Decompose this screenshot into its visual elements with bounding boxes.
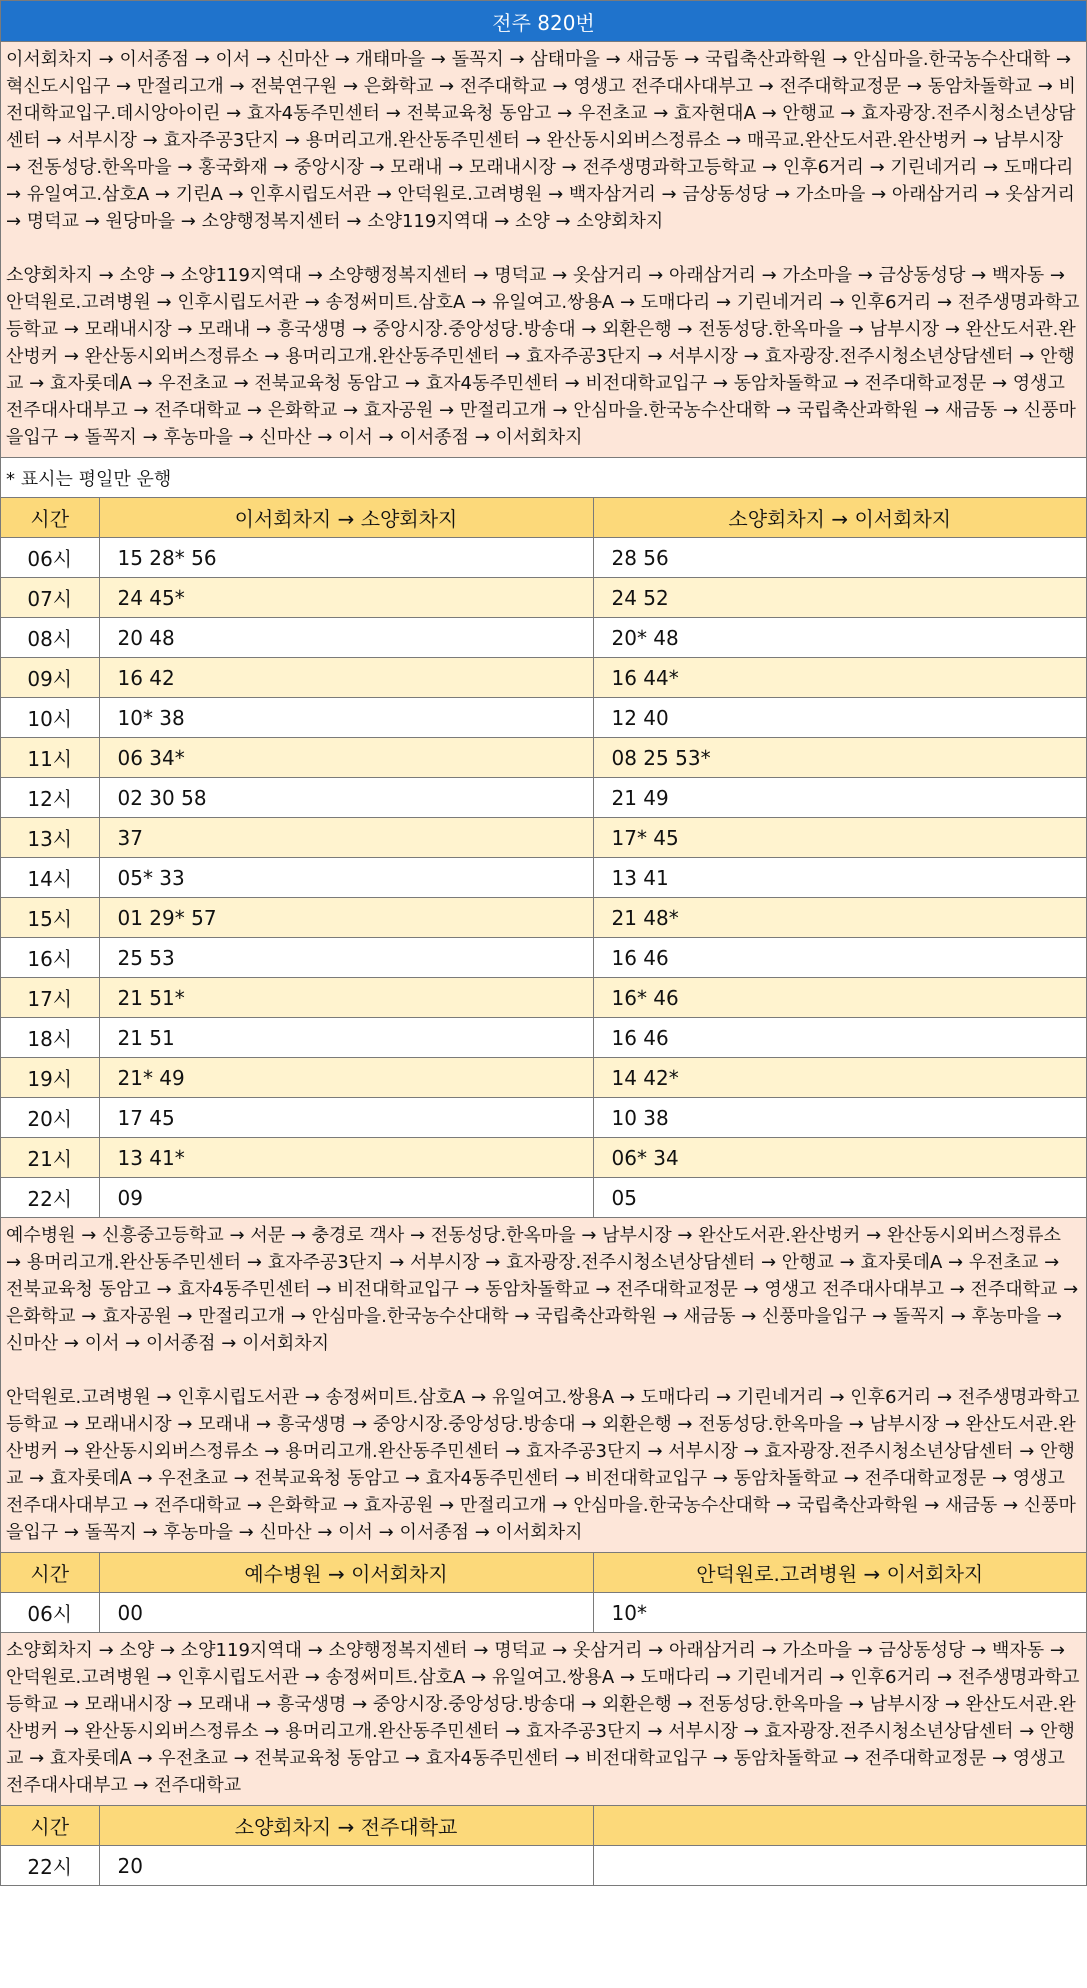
departure-times-cell: 10 38 bbox=[593, 1098, 1086, 1138]
table-row bbox=[1, 938, 1086, 978]
hour-cell: 22시 bbox=[1, 1846, 99, 1886]
table-row bbox=[1, 858, 1086, 898]
departure-times-cell: 16 44* bbox=[593, 658, 1086, 698]
header-outbound: 이서회차지 → 소양회차지 bbox=[99, 498, 593, 538]
departure-times-cell: 24 45* bbox=[99, 578, 593, 618]
extra-timetable bbox=[1, 1552, 1086, 1632]
header-inbound: 소양회차지 → 이서회차지 bbox=[593, 498, 1086, 538]
departure-times-cell: 06* 34 bbox=[593, 1138, 1086, 1178]
departure-times-cell: 21 48* bbox=[593, 898, 1086, 938]
hour-cell: 11시 bbox=[1, 738, 99, 778]
main-route-description bbox=[1, 41, 1086, 457]
hour-cell: 22시 bbox=[1, 1178, 99, 1218]
departure-times-cell: 13 41 bbox=[593, 858, 1086, 898]
departure-times-cell: 05 bbox=[593, 1178, 1086, 1218]
table-row bbox=[1, 1178, 1086, 1218]
departure-times-cell: 25 53 bbox=[99, 938, 593, 978]
header-anduk: 안덕원로.고려병원 → 이서회차지 bbox=[593, 1553, 1086, 1593]
route-yesu: 예수병원 → 신흥중고등학교 → 서문 → 충경로 객사 → 전동성당.한옥마을 → 남부시장 → 완산도서관.완산벙커 → 완산동시외버스정류소 → 용머리고개.완산동주민센터 → 효자주공3단지 → 서부시장 → 효자광장.전주시청소년상담센터 → 안행교 → 효자롯데A → 우전초교 → 전북교육청 동암고 → 효자4동주민센터 → 비전대학교입구 → 동암차돌학교 → 전주대학교정문 → 영생고 전주대사대부고 → 전주대학교 → 은화학교 → 효자공원 → 만절리고개 → 안심마을.한국농수산대학 → 국립축산과학원 → 새금동 → 신풍마을입구 → 돌꼭지 → 후농마을 → 신마산 → 이서 → 이서종점 → 이서회차지 bbox=[6, 1225, 1079, 1354]
table-row bbox=[1, 978, 1086, 1018]
departure-times-cell: 06 34* bbox=[99, 738, 593, 778]
departure-times-cell: 15 28* 56 bbox=[99, 538, 593, 578]
hour-cell: 10시 bbox=[1, 698, 99, 738]
extra-timetable-header bbox=[1, 1553, 1086, 1593]
departure-times-cell: 16 46 bbox=[593, 938, 1086, 978]
main-timetable-header bbox=[1, 498, 1086, 538]
table-row bbox=[1, 1138, 1086, 1178]
hour-cell: 21시 bbox=[1, 1138, 99, 1178]
table-row bbox=[1, 618, 1086, 658]
departure-times-cell: 16* 46 bbox=[593, 978, 1086, 1018]
table-row bbox=[1, 818, 1086, 858]
departure-times-cell: 17 45 bbox=[99, 1098, 593, 1138]
hour-cell: 13시 bbox=[1, 818, 99, 858]
departure-times-cell: 20 48 bbox=[99, 618, 593, 658]
hour-cell: 14시 bbox=[1, 858, 99, 898]
route-soyang-jeonju: 소양회차지 → 소양 → 소양119지역대 → 소양행정복지센터 → 명덕교 → 옷삼거리 → 아래삼거리 → 가소마을 → 금상동성당 → 백자동 → 안덕원로.고려병원 → 인후시립도서관 → 송정써미트.삼호A → 유일여고.쌍용A → 도매다리 → 기린네거리 → 인후6거리 → 전주생명과학고등학교 → 모래내시장 → 모래내 → 흥국생명 → 중앙시장.중앙성당.방송대 → 외환은행 → 전동성당.한옥마을 → 남부시장 → 완산도서관.완산벙커 → 완산동시외버스정류소 → 용머리고개.완산동주민센터 → 효자주공3단지 → 서부시장 → 효자광장.전주시청소년상담센터 → 안행교 → 효자롯데A → 우전초교 → 전북교육청 동암고 → 효자4동주민센터 → 비전대학교입구 → 동암차돌학교 → 전주대학교정문 → 영생고 전주대사대부고 → 전주대학교 bbox=[6, 1640, 1080, 1796]
hour-cell: 06시 bbox=[1, 538, 99, 578]
departure-times-cell: 05* 33 bbox=[99, 858, 593, 898]
table-row bbox=[1, 738, 1086, 778]
table-row bbox=[1, 538, 1086, 578]
header-hour: 시간 bbox=[1, 1806, 99, 1846]
main-timetable bbox=[1, 497, 1086, 1217]
departure-times-cell: 20 bbox=[99, 1846, 593, 1886]
departure-times-cell: 20* 48 bbox=[593, 618, 1086, 658]
hour-cell: 06시 bbox=[1, 1593, 99, 1633]
extra-route-description bbox=[1, 1217, 1086, 1552]
table-row bbox=[1, 1018, 1086, 1058]
departure-times-cell: 02 30 58 bbox=[99, 778, 593, 818]
departure-times-cell: 08 25 53* bbox=[593, 738, 1086, 778]
route-anduk: 안덕원로.고려병원 → 인후시립도서관 → 송정써미트.삼호A → 유일여고.쌍용A → 도매다리 → 기린네거리 → 인후6거리 → 전주생명과학고등학교 → 모래내시장 → 모래내 → 흥국생명 → 중앙시장.중앙성당.방송대 → 외환은행 → 전동성당.한옥마을 → 남부시장 → 완산도서관.완산벙커 → 완산동시외버스정류소 → 용머리고개.완산동주민센터 → 효자주공3단지 → 서부시장 → 효자광장.전주시청소년상담센터 → 안행교 → 효자롯데A → 우전초교 → 전북교육청 동암고 → 효자4동주민센터 → 비전대학교입구 → 동암차돌학교 → 전주대학교정문 → 영생고 전주대사대부고 → 전주대학교 → 은화학교 → 효자공원 → 만절리고개 → 안심마을.한국농수산대학 → 국립축산과학원 → 새금동 → 신풍마을입구 → 돌꼭지 → 후농마을 → 신마산 → 이서 → 이서종점 → 이서회차지 bbox=[6, 1387, 1080, 1543]
hour-cell: 20시 bbox=[1, 1098, 99, 1138]
table-row bbox=[1, 778, 1086, 818]
route-inbound: 소양회차지 → 소양 → 소양119지역대 → 소양행정복지센터 → 명덕교 → 옷삼거리 → 아래삼거리 → 가소마을 → 금상동성당 → 백자동 → 안덕원로.고려병원 → 인후시립도서관 → 송정써미트.삼호A → 유일여고.쌍용A → 도매다리 → 기린네거리 → 인후6거리 → 전주생명과학고등학교 → 모래내시장 → 모래내 → 흥국생명 → 중앙시장.중앙성당.방송대 → 외환은행 → 전동성당.한옥마을 → 남부시장 → 완산도서관.완산벙커 → 완산동시외버스정류소 → 용머리고개.완산동주민센터 → 효자주공3단지 → 서부시장 → 효자광장.전주시청소년상담센터 → 안행교 → 효자롯데A → 우전초교 → 전북교육청 동암고 → 효자4동주민센터 → 비전대학교입구 → 동암차돌학교 → 전주대학교정문 → 영생고 전주대사대부고 → 전주대학교 → 은화학교 → 효자공원 → 만절리고개 → 안심마을.한국농수산대학 → 국립축산과학원 → 새금동 → 신풍마을입구 → 돌꼭지 → 후농마을 → 신마산 → 이서 → 이서종점 → 이서회차지 bbox=[6, 265, 1080, 448]
departure-times-cell bbox=[593, 1846, 1086, 1886]
hour-cell: 09시 bbox=[1, 658, 99, 698]
departure-times-cell: 24 52 bbox=[593, 578, 1086, 618]
extra-timetable-body bbox=[1, 1593, 1086, 1633]
departure-times-cell: 21 51 bbox=[99, 1018, 593, 1058]
hour-cell: 16시 bbox=[1, 938, 99, 978]
route-outbound: 이서회차지 → 이서종점 → 이서 → 신마산 → 개태마을 → 돌꼭지 → 삼태마을 → 새금동 → 국립축산과학원 → 안심마을.한국농수산대학 → 혁신도시입구 → 만절리고개 → 전북연구원 → 은화학교 → 전주대학교 → 영생고 전주대사대부고 → 전주대학교정문 → 동암차돌학교 → 비전대학교입구.데시앙아이린 → 효자4동주민센터 → 전북교육청 동암고 → 우전초교 → 효자현대A → 안행교 → 효자광장.전주시청소년상담센터 → 서부시장 → 효자주공3단지 → 용머리고개.완산동주민센터 → 완산동시외버스정류소 → 매곡교.완산도서관.완산벙커 → 남부시장 → 전동성당.한옥마을 → 홍국화재 → 중앙시장 → 모래내 → 모래내시장 → 전주생명과학고등학교 → 인후6거리 → 기린네거리 → 도매다리 → 유일여고.삼호A → 기린A → 인후시립도서관 → 안덕원로.고려병원 → 백자삼거리 → 금상동성당 → 가소마을 → 아래삼거리 → 옷삼거리 → 명덕교 → 원당마을 → 소양행정복지센터 → 소양119지역대 → 소양 → 소양회차지 bbox=[6, 49, 1076, 232]
hour-cell: 19시 bbox=[1, 1058, 99, 1098]
last-timetable-header bbox=[1, 1806, 1086, 1846]
departure-times-cell: 16 42 bbox=[99, 658, 593, 698]
departure-times-cell: 10* 38 bbox=[99, 698, 593, 738]
table-row bbox=[1, 658, 1086, 698]
departure-times-cell: 14 42* bbox=[593, 1058, 1086, 1098]
departure-times-cell: 21 49 bbox=[593, 778, 1086, 818]
departure-times-cell: 17* 45 bbox=[593, 818, 1086, 858]
departure-times-cell: 10* bbox=[593, 1593, 1086, 1633]
header-hour: 시간 bbox=[1, 1553, 99, 1593]
header-hour: 시간 bbox=[1, 498, 99, 538]
table-row bbox=[1, 698, 1086, 738]
table-row bbox=[1, 898, 1086, 938]
hour-cell: 07시 bbox=[1, 578, 99, 618]
last-timetable bbox=[1, 1805, 1086, 1885]
table-row bbox=[1, 1058, 1086, 1098]
table-row bbox=[1, 578, 1086, 618]
header-empty bbox=[593, 1806, 1086, 1846]
departure-times-cell: 21 51* bbox=[99, 978, 593, 1018]
departure-times-cell: 21* 49 bbox=[99, 1058, 593, 1098]
last-route-description bbox=[1, 1632, 1086, 1805]
departure-times-cell: 37 bbox=[99, 818, 593, 858]
main-timetable-body bbox=[1, 538, 1086, 1218]
departure-times-cell: 28 56 bbox=[593, 538, 1086, 578]
hour-cell: 08시 bbox=[1, 618, 99, 658]
table-row bbox=[1, 1593, 1086, 1633]
departure-times-cell: 00 bbox=[99, 1593, 593, 1633]
departure-times-cell: 16 46 bbox=[593, 1018, 1086, 1058]
last-timetable-body bbox=[1, 1846, 1086, 1886]
departure-times-cell: 09 bbox=[99, 1178, 593, 1218]
hour-cell: 15시 bbox=[1, 898, 99, 938]
weekday-note: * 표시는 평일만 운행 bbox=[1, 457, 1086, 497]
departure-times-cell: 12 40 bbox=[593, 698, 1086, 738]
header-soyang-jeonju: 소양회차지 → 전주대학교 bbox=[99, 1806, 593, 1846]
header-yesu: 예수병원 → 이서회차지 bbox=[99, 1553, 593, 1593]
departure-times-cell: 01 29* 57 bbox=[99, 898, 593, 938]
hour-cell: 12시 bbox=[1, 778, 99, 818]
page-title: 전주 820번 bbox=[1, 1, 1086, 41]
departure-times-cell: 13 41* bbox=[99, 1138, 593, 1178]
table-row bbox=[1, 1846, 1086, 1886]
table-row bbox=[1, 1098, 1086, 1138]
hour-cell: 17시 bbox=[1, 978, 99, 1018]
hour-cell: 18시 bbox=[1, 1018, 99, 1058]
